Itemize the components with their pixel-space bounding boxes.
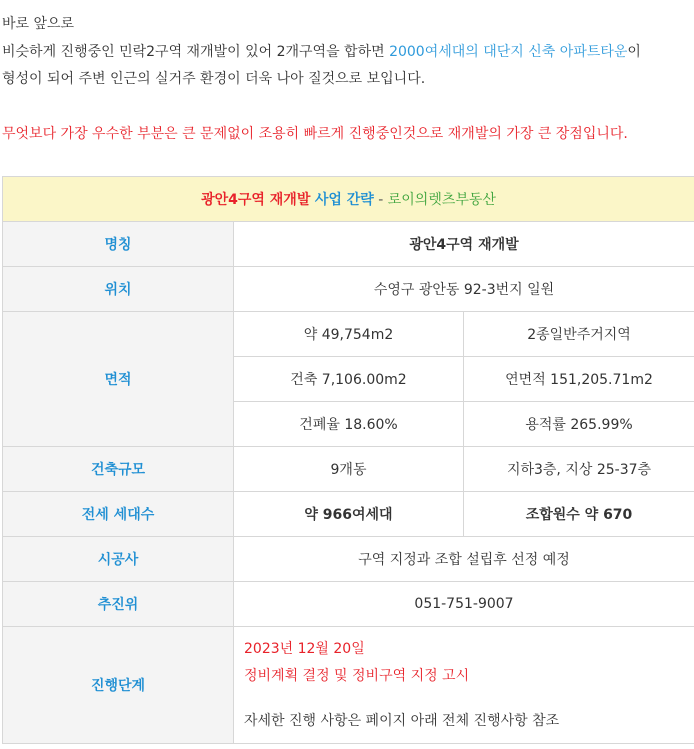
value-committee-phone: 051-751-9007 [234,582,694,627]
value-name: 광안4구역 재개발 [234,222,694,267]
value-location: 수영구 광안동 92-3번지 일원 [234,267,694,312]
intro-line-1: 바로 앞으로 [2,16,75,32]
label-scale: 건축규모 [3,447,234,492]
table-row-households [3,492,694,537]
table-row-stage [3,627,694,744]
title-dash: - [373,192,388,208]
label-area: 면적 [3,312,234,447]
value-stage [234,627,694,744]
intro-highlight: 2000여세대의 대단지 신축 아파트타운 [389,43,628,60]
label-builder: 시공사 [3,537,234,582]
value-site-area: 약 49,754m2 [234,312,464,357]
table-row-name [3,222,694,267]
label-households: 전세 세대수 [3,492,234,537]
title-summary: 사업 간략 [314,192,374,208]
intro-line-2-post: 이 [627,43,641,60]
table-row-location [3,267,694,312]
value-builder: 구역 지정과 조합 설립후 선정 예정 [234,537,694,582]
title-project: 광안4구역 재개발 [201,192,311,208]
intro-gap [2,94,694,121]
table-row-committee [3,582,694,627]
value-households: 약 966여세대 [234,492,464,537]
table-title-row [3,177,694,222]
title-brand: 로이의렛츠부동산 [387,192,496,208]
table-row-builder [3,537,694,582]
label-location: 위치 [3,267,234,312]
value-building-count: 9개동 [234,447,464,492]
intro-text [0,0,694,148]
project-summary-table [2,176,694,744]
intro-line-3: 형성이 되어 주변 인근의 실거주 환경이 더욱 나아 질것으로 보입니다. [2,71,426,87]
stage-note: 자세한 진행 사항은 페이지 아래 전체 진행사항 참조 [244,712,560,729]
stage-spacer [244,690,694,708]
table-title [3,177,694,222]
label-stage: 진행단계 [3,627,234,744]
table-row-area-1 [3,312,694,357]
stage-event: 정비계획 결정 및 정비구역 지정 고시 [244,667,470,684]
value-floor-area-ratio: 용적률 265.99% [464,402,694,447]
stage-date: 2023년 12월 20일 [244,640,365,657]
value-coverage-ratio: 건폐율 18.60% [234,402,464,447]
value-floors: 지하3층, 지상 25-37층 [464,447,694,492]
intro-line-4: 무엇보다 가장 우수한 부분은 큰 문제없이 조용히 빠르게 진행중인것으로 재개발의 가장 큰 장점입니다. [2,125,628,142]
value-zoning: 2종일반주거지역 [464,312,694,357]
value-members: 조합원수 약 670 [464,492,694,537]
label-name: 명칭 [3,222,234,267]
label-committee: 추진위 [3,582,234,627]
value-floor-area: 연면적 151,205.71m2 [464,357,694,402]
table-row-scale [3,447,694,492]
intro-line-2-pre: 비슷하게 진행중인 민락2구역 재개발이 있어 2개구역을 합하면 [2,43,390,60]
intro-line-2 [2,39,694,67]
value-building-area: 건축 7,106.00m2 [234,357,464,402]
